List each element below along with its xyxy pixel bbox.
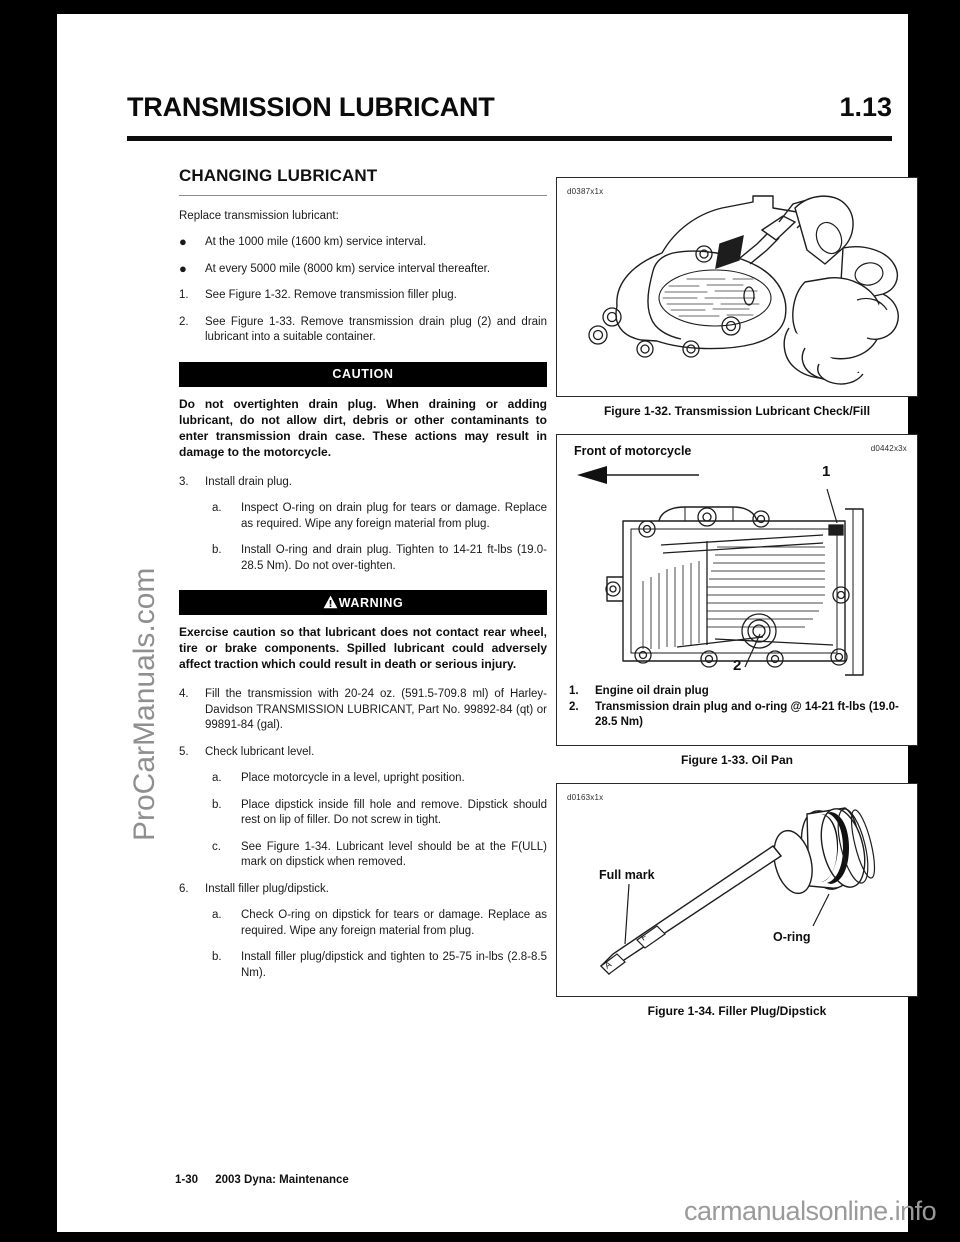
figure-1-32 (556, 177, 918, 418)
figure-1-34-frame (556, 783, 918, 997)
substep-marker: c. (212, 840, 221, 853)
figure-1-33-caption: Figure 1-33. Oil Pan (680, 753, 794, 767)
substep-marker: b. (212, 951, 222, 964)
list-item (179, 501, 547, 532)
step-marker: 5. (179, 745, 189, 758)
list-item-text: Place motorcycle in a level, upright position. (241, 772, 465, 785)
list-item-text: Check O-ring on dipstick for tears or damage. Replace as required. Wipe any foreign material from plug. (241, 909, 547, 937)
list-item-text: At every 5000 mile (8000 km) service interval thereafter. (205, 262, 491, 275)
bullet-marker: ● (179, 234, 187, 250)
step-marker: 2. (179, 315, 189, 328)
scanned-page (57, 14, 908, 1232)
section-heading-divider (179, 195, 547, 196)
figure-code: d0442x3x (870, 444, 907, 453)
list-item (179, 771, 547, 787)
figure-code: d0387x1x (567, 187, 604, 196)
warning-text: Exercise caution so that lubricant does not contact rear wheel, tire or brake components. Spilled lubricant could adversely affect traction which could result in death or serious injury. (179, 625, 547, 672)
page-footer (175, 1174, 349, 1186)
list-item-text: At the 1000 mile (1600 km) service interval. (205, 236, 427, 249)
substep-marker: a. (212, 502, 222, 515)
substep-marker: a. (212, 772, 222, 785)
list-item (179, 882, 547, 898)
substep-marker: b. (212, 798, 222, 811)
step-marker: 1. (179, 289, 189, 302)
step-marker: 4. (179, 688, 189, 701)
figure-1-34 (556, 783, 918, 1018)
list-item (179, 543, 547, 574)
svg-text:F: F (638, 931, 649, 943)
list-item-text: Place dipstick inside fill hole and remove. Dipstick should rest on lip of filler. Do not screw in tight. (241, 798, 547, 827)
list-item-text: Install filler plug/dipstick. (205, 882, 329, 895)
list-item-text: Check lubricant level. (205, 745, 315, 758)
list-item-text: See Figure 1-32. Remove transmission filler plug. (205, 289, 457, 302)
legend-text: Transmission drain plug and o-ring @ 14-21 ft-lbs (19.0-28.5 Nm) (595, 701, 899, 729)
figure-1-33-frame (556, 434, 918, 746)
list-item-text: See Figure 1-34. Lubricant level should be at the F(ULL) mark on dipstick when removed. (241, 840, 547, 869)
direction-arrow-icon (577, 466, 699, 484)
caution-label: CAUTION (332, 367, 394, 382)
list-item-text: Install drain plug. (205, 475, 292, 488)
legend-text: Engine oil drain plug (595, 685, 709, 698)
page-title: TRANSMISSION LUBRICANT (127, 92, 495, 122)
legend-number: 1. (569, 685, 579, 698)
callout-1-label: 1 (822, 463, 831, 480)
svg-text:A: A (602, 959, 614, 971)
legend-item (567, 700, 907, 730)
list-item (179, 687, 547, 734)
list-item (179, 475, 547, 491)
step-marker: 3. (179, 475, 189, 488)
bullet-marker: ● (179, 260, 187, 276)
list-item (179, 950, 547, 981)
figure-code: d0163x1x (567, 793, 604, 802)
substep-marker: b. (212, 544, 222, 557)
list-item (179, 798, 547, 829)
figure-1-33 (556, 434, 918, 767)
footer-page-ref: 1-30 (175, 1174, 199, 1186)
figure-1-32-caption: Figure 1-32. Transmission Lubricant Check/Fill (603, 404, 871, 418)
watermark-procarmanuals: ProCarManuals.com (128, 567, 161, 841)
substep-marker: a. (212, 909, 222, 922)
list-item (179, 315, 547, 346)
page-header (127, 92, 892, 144)
list-item (179, 288, 547, 304)
list-item (179, 745, 547, 761)
dipstick-illustration (557, 784, 917, 996)
warning-label: WARNING (338, 595, 404, 610)
warning-banner (179, 590, 547, 615)
left-text-column (179, 166, 547, 992)
list-item (179, 908, 547, 939)
list-item-text: See Figure 1-33. Remove transmission drain plug (2) and drain lubricant into a suitable container. (205, 315, 547, 344)
warning-triangle-icon (323, 595, 338, 612)
legend-number: 2. (569, 701, 579, 714)
figure-1-34-caption: Figure 1-34. Filler Plug/Dipstick (647, 1004, 827, 1018)
legend-item (567, 684, 907, 699)
list-item (179, 262, 547, 278)
intro-text: Replace transmission lubricant: (179, 210, 339, 222)
full-mark-label: Full mark (599, 868, 655, 882)
list-item-text: Fill the transmission with 20-24 oz. (591.5-709.8 ml) of Harley-Davidson TRANSMISSION LUBRICANT, Part No. 99892-84 (qt) or 99891-84 (gal). (205, 688, 547, 732)
step-marker: 6. (179, 882, 189, 895)
list-item-text: Install filler plug/dipstick and tighten to 25-75 in-lbs (2.8-8.5 Nm). (241, 951, 547, 979)
o-ring-label: O-ring (773, 930, 811, 944)
list-item (179, 840, 547, 871)
footer-manual-title: 2003 Dyna: Maintenance (215, 1174, 349, 1186)
caution-banner (179, 362, 547, 387)
caution-text: Do not overtighten drain plug. When draining or adding lubricant, do not allow dirt, debris or other contaminants to enter transmission drain case. These actions may result in damage to the motorcycle. (179, 396, 547, 459)
figure-1-33-legend (557, 678, 917, 739)
list-item-text: Install O-ring and drain plug. Tighten to 14-21 ft-lbs (19.0-28.5 Nm). Do not over-tighten. (241, 544, 547, 572)
callout-2-label: 2 (733, 657, 742, 674)
list-item-text: Inspect O-ring on drain plug for tears or damage. Replace as required. Wipe any foreign material from plug. (241, 502, 547, 530)
header-divider (127, 136, 892, 141)
section-heading: CHANGING LUBRICANT (179, 166, 378, 185)
page-number: 1.13 (839, 92, 892, 122)
transmission-cover-illustration (557, 178, 917, 396)
list-item (179, 235, 547, 251)
front-of-motorcycle-label: Front of motorcycle (574, 444, 692, 458)
right-figure-column (556, 177, 918, 1034)
figure-1-32-frame (556, 177, 918, 397)
oil-pan-illustration (557, 449, 917, 697)
watermark-carmanualsonline: carmanualsonline.info (684, 1196, 937, 1226)
